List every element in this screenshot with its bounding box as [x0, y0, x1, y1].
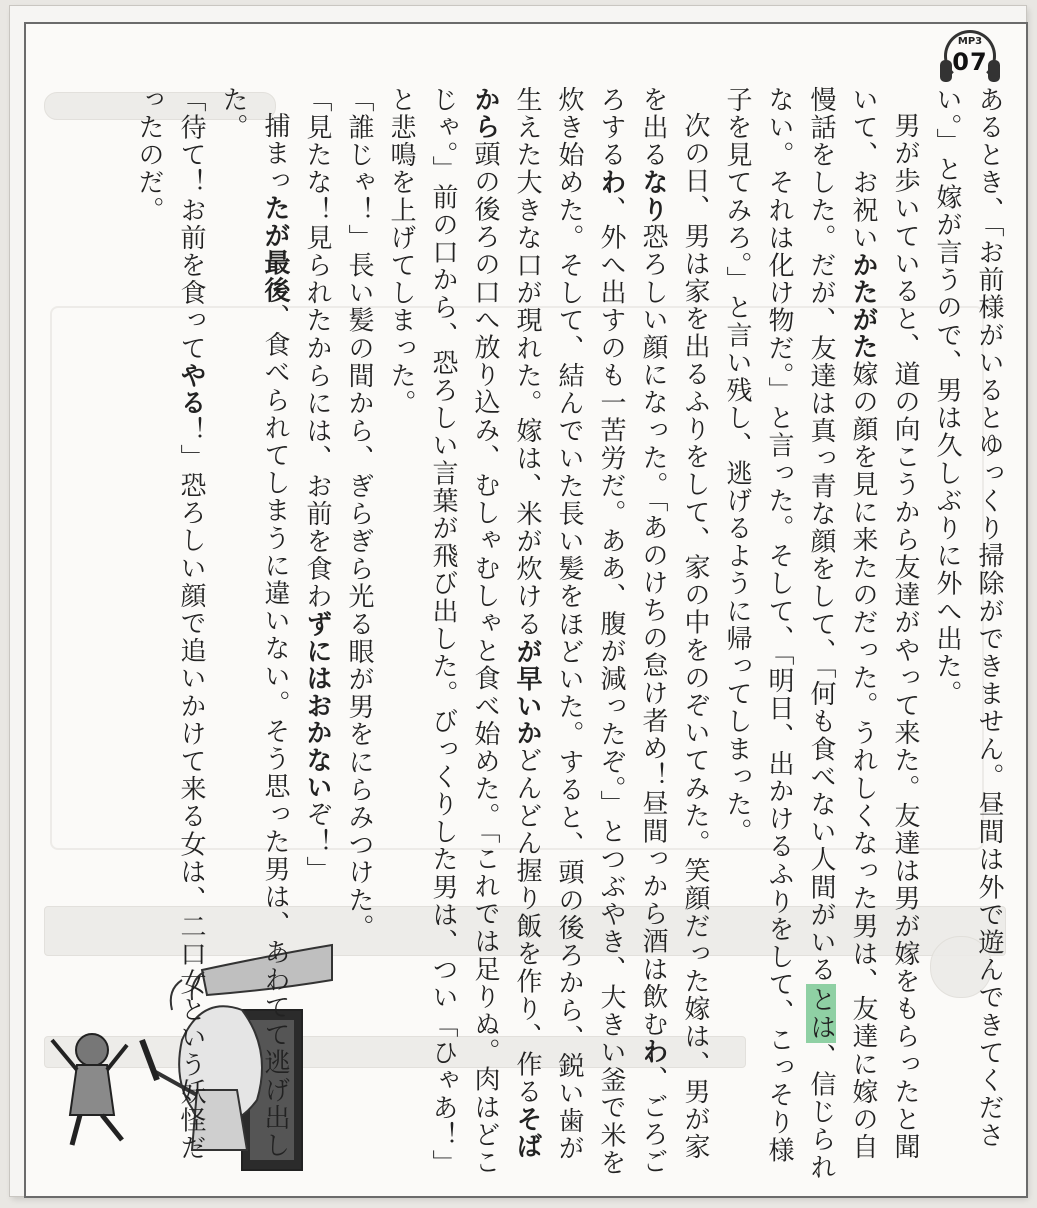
- bold-grammar-phrase: が早いか: [512, 638, 542, 747]
- paragraph: [380, 86, 716, 1186]
- bold-grammar-phrase: やる: [176, 362, 206, 417]
- text-segment: 頭の後ろの口へ放り込み、むしゃむしゃと食べ始めた。「これでは足りぬ。肉はどこじゃ。」前の口から、恐ろしい言葉が飛び出した。びっくりした男は、つい「ひゃあ！」と悲鳴を上げてしまった。: [386, 86, 500, 1177]
- bold-grammar-phrase: なり: [638, 168, 668, 224]
- paragraph: [296, 86, 338, 1186]
- bold-grammar-phrase: ずにはおかない: [302, 610, 332, 801]
- track-number: 07: [952, 48, 988, 76]
- highlighted-phrase: とは: [806, 985, 836, 1042]
- mp3-track-badge[interactable]: [940, 26, 1000, 86]
- paragraph: [926, 86, 1010, 1186]
- text-segment: 、食べられてしまうに違いない。そう思った男は、あわてて逃げ出した。: [218, 86, 290, 1160]
- mp3-label: MP3: [957, 36, 983, 47]
- bold-grammar-phrase: かたがた: [848, 251, 878, 361]
- text-segment: ぞ！」: [302, 800, 332, 884]
- text-segment: 嫁の顔を見に来たのだった。うれしくなった男は、友達に嫁の自慢話をした。だが、友達は真っ青な顔をして、「何も食べない人間がいる: [806, 86, 878, 1161]
- story-text: [30, 86, 1010, 1186]
- text-segment: 「誰じゃ！」長い髪の間から、ぎらぎら光る眼が男をにらみつけた。: [344, 86, 374, 942]
- text-segment: 次の日、男は家を出るふりをして、家の中をのぞいてみた。笑顔だった嫁は、男が家を出る: [638, 86, 710, 1161]
- bold-grammar-phrase: そばから: [470, 86, 542, 1161]
- text-segment: 恐ろしい顔になった。「あのけちの怠け者め！昼間っから酒は飲む: [638, 223, 668, 1039]
- text-segment: あるとき、「お前様がいるとゆっくり掃除ができません。昼間は外で遊んできてください。」と嫁が言うので、男は久しぶりに外へ出た。: [932, 86, 1004, 1150]
- bold-grammar-phrase: わ: [596, 168, 626, 197]
- paragraph: [128, 86, 212, 1186]
- text-segment: 、ごろごろする: [596, 86, 668, 1176]
- text-segment: 男が歩いていると、道の向こうから友達がやって来た。友達は男が嫁をもらったと聞いて、お祝い: [848, 86, 920, 1161]
- text-segment: 「待て！お前を食って: [176, 86, 206, 362]
- paragraph: [716, 86, 926, 1186]
- text-segment: 捕まっ: [260, 112, 290, 195]
- text-segment: 、外へ出すのも一苦労だ。ああ、腹が減ったぞ。」とつぶやき、大きい釜で米を炊き始めた。そして、結んでいた長い髪をほどいた。すると、頭の後ろから、鋭い歯が生えた大きな口が現れた。嫁は、米が炊ける: [512, 86, 626, 1177]
- text-segment: 、信じられない。それは化け物だ。」と言った。そして、「明日、出かけるふりをして、こっそり様子を見てみろ。」と言い残し、逃げるように帰ってしまった。: [722, 86, 836, 1182]
- paragraph: [212, 86, 296, 1186]
- bold-grammar-phrase: わ: [638, 1038, 668, 1066]
- text-segment: どんどん握り飯を作り、作る: [512, 746, 542, 1106]
- paragraph: [338, 86, 380, 1186]
- text-segment: ！」恐ろしい顔で追いかけて来る女は、二口女という妖怪だったのだ。: [134, 86, 206, 1162]
- text-segment: 「見たな！見られたからには、お前を食わ: [302, 86, 332, 611]
- bold-grammar-phrase: たが最後: [260, 194, 290, 304]
